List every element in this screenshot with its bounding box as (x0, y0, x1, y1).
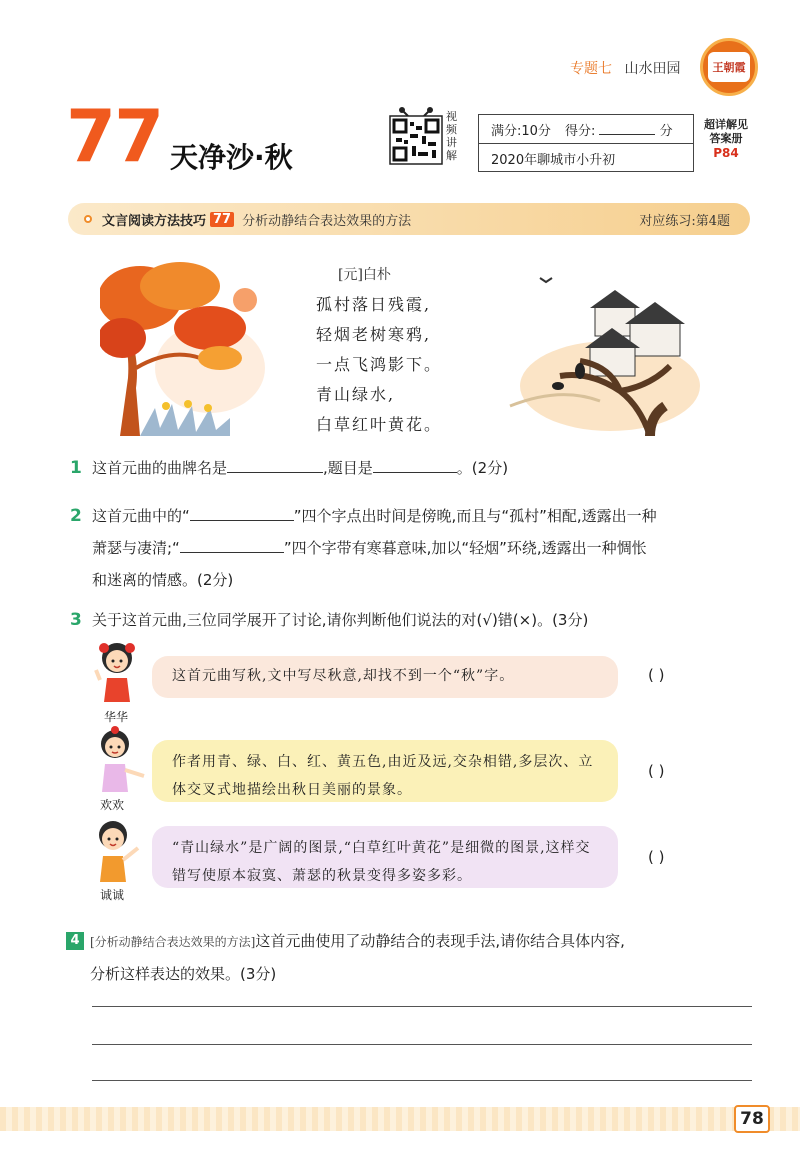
question-2-number: 2 (70, 506, 82, 526)
poem-line: 白草红叶黄花。 (316, 415, 443, 434)
qr-caption: 视 频 讲 解 (446, 110, 457, 162)
score-input[interactable] (599, 121, 655, 135)
method-name: 文言阅读方法技巧 (102, 213, 207, 229)
method-description: 分析动静结合表达效果的方法 (242, 213, 412, 229)
logo-text: 王朝霞 (708, 52, 750, 82)
poem-author: [元]白朴 (338, 267, 391, 283)
score-box (478, 114, 694, 172)
autumn-tree-illustration (100, 258, 270, 436)
poem-line: 孤村落日残霞, (316, 295, 432, 314)
question-3-text: 关于这首元曲,三位同学展开了讨论,请你判断他们说法的对(√)错(×)。(3分) (92, 611, 589, 629)
question-2-text: 这首元曲中的“ ”四个字点出时间是傍晚,而且与“孤村”相配,透露出一种 萧瑟与凄清;“ ”四个字带有寒暮意味,加以“轻烟”环绕,透露出一种惆怅 和迷离的情感。(2分) (92, 500, 752, 596)
bullet-icon (84, 215, 92, 223)
question-1-text: 这首元曲的曲牌名是 ,题目是 。(2分) (92, 452, 508, 484)
poem-line: 一点飞鸿影下。 (316, 355, 443, 374)
answer-page: P84 (713, 146, 739, 160)
statement-bubble: “青山绿水”是广阔的图景,“白草红叶黄花”是细微的图景,这样交错写使原本寂寞、萧瑟的秋景变得多姿多彩。 (152, 826, 618, 888)
answer-blank[interactable] (227, 455, 323, 473)
qr-code-icon[interactable] (388, 106, 444, 166)
village-crow-illustration (500, 266, 700, 436)
poem-line: 青山绿水, (316, 385, 396, 404)
question-4-text: [分析动静结合表达效果的方法]这首元曲使用了动静结合的表现手法,请你结合具体内容, 分析这样表达的效果。(3分) (90, 932, 625, 983)
full-score-label: 满分:10分 (491, 123, 551, 139)
method-tag: [分析动静结合表达效果的方法] (90, 935, 256, 949)
judgment-answer-box[interactable]: ( ) (648, 666, 665, 684)
statement-bubble: 这首元曲写秋,文中写尽秋意,却找不到一个“秋”字。 (152, 656, 618, 698)
page-number: 78 (734, 1105, 770, 1133)
exam-source: 2020年聊城市小升初 (491, 152, 616, 168)
answer-reference: 超详解见 答案册 P84 (696, 114, 756, 172)
answer-line[interactable] (92, 1006, 752, 1007)
answer-blank[interactable] (180, 535, 284, 553)
score-label: 得分: (564, 123, 596, 139)
question-4-number: 4 (66, 932, 84, 950)
topic-label: 专题七 (570, 61, 612, 77)
student-name: 诚诚 (100, 888, 125, 902)
statement-bubble: 作者用青、绿、白、红、黄五色,由近及远,交杂相错,多层次、立体交叉式地描绘出秋日美丽的景象。 (152, 740, 618, 802)
boy-avatar-icon (88, 818, 144, 882)
question-1-number: 1 (70, 458, 82, 478)
topic-name: 山水田园 (624, 61, 681, 77)
judgment-answer-box[interactable]: ( ) (648, 848, 665, 866)
question-3-number: 3 (70, 610, 82, 630)
girl-avatar-icon (90, 726, 150, 792)
method-number: 77 (210, 212, 234, 227)
student-name: 华华 (104, 710, 129, 724)
score-unit: 分 (659, 123, 673, 139)
student-name: 欢欢 (100, 798, 125, 812)
footer-band (0, 1107, 800, 1131)
lesson-number: 77 (66, 94, 163, 178)
lesson-title: 天净沙·秋 (170, 141, 293, 174)
method-bar (68, 203, 750, 235)
header-topic (570, 58, 680, 78)
answer-blank[interactable] (373, 455, 457, 473)
poem-line: 轻烟老树寒鸦, (316, 325, 432, 344)
brand-logo (700, 38, 758, 96)
judgment-answer-box[interactable]: ( ) (648, 762, 665, 780)
answer-line[interactable] (92, 1044, 752, 1045)
answer-blank[interactable] (190, 503, 294, 521)
answer-line[interactable] (92, 1080, 752, 1081)
method-practice: 对应练习:第4题 (639, 213, 730, 229)
girl-avatar-icon (92, 640, 142, 702)
